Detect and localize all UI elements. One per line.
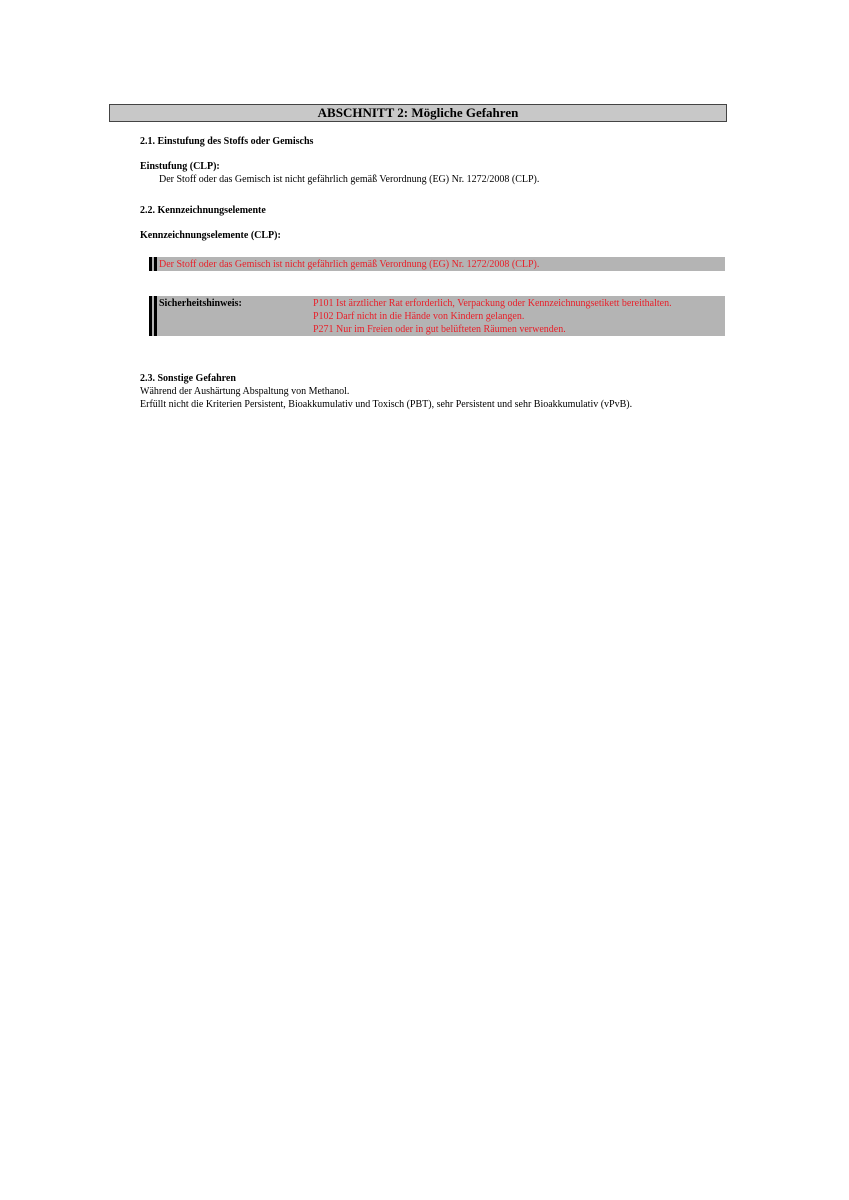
section-title: ABSCHNITT 2: Mögliche Gefahren bbox=[109, 104, 727, 122]
clp-statement-bar-1 bbox=[149, 257, 152, 271]
safety-line-p101: P101 Ist ärztlicher Rat erforderlich, Verpackung oder Kennzeichnungsetikett bereithalten. bbox=[313, 298, 672, 309]
sonstige-line-1: Während der Aushärtung Abspaltung von Methanol. bbox=[140, 386, 350, 397]
safety-label: Sicherheitshinweis: bbox=[159, 298, 242, 309]
kennzeichnung-clp-label: Kennzeichnungselemente (CLP): bbox=[140, 230, 281, 241]
heading-2-1: 2.1. Einstufung des Stoffs oder Gemischs bbox=[140, 136, 314, 147]
safety-bar-1 bbox=[149, 296, 152, 336]
heading-2-3: 2.3. Sonstige Gefahren bbox=[140, 373, 236, 384]
clp-statement-bar-2 bbox=[154, 257, 157, 271]
safety-line-p271: P271 Nur im Freien oder in gut belüfteten Räumen verwenden. bbox=[313, 324, 566, 335]
safety-line-p102: P102 Darf nicht in die Hände von Kindern gelangen. bbox=[313, 311, 525, 322]
einstufung-clp-text: Der Stoff oder das Gemisch ist nicht gefährlich gemäß Verordnung (EG) Nr. 1272/2008 (CLP). bbox=[159, 174, 540, 185]
einstufung-clp-label: Einstufung (CLP): bbox=[140, 161, 220, 172]
sonstige-line-2: Erfüllt nicht die Kriterien Persistent, Bioakkumulativ und Toxisch (PBT), sehr Persistent und sehr Bioakkumulativ (vPvB). bbox=[140, 399, 633, 410]
safety-bar-2 bbox=[154, 296, 157, 336]
heading-2-2: 2.2. Kennzeichnungselemente bbox=[140, 205, 266, 216]
clp-statement-text: Der Stoff oder das Gemisch ist nicht gefährlich gemäß Verordnung (EG) Nr. 1272/2008 (CLP). bbox=[159, 259, 540, 270]
